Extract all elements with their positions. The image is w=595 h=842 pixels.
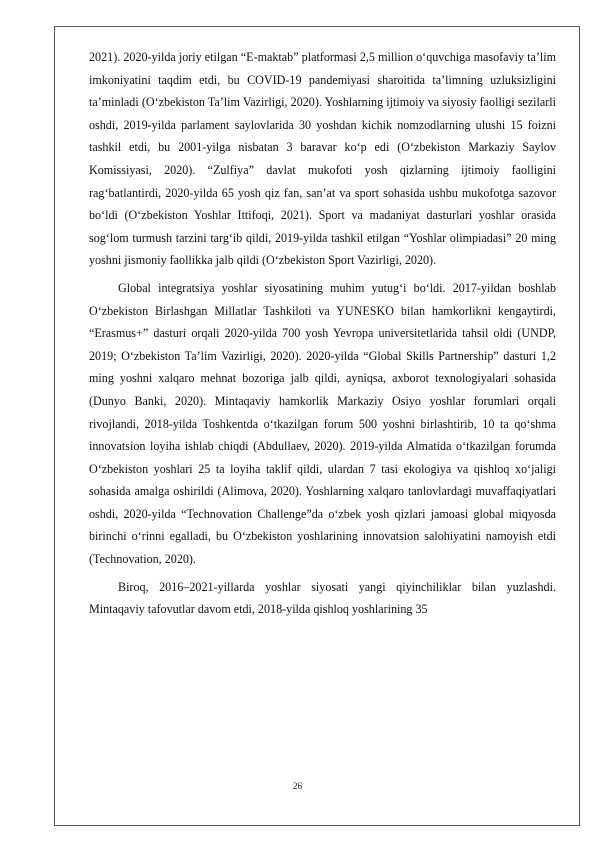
paragraph-global-integration: Global integratsiya yoshlar siyosatining muhim yutug‘i bo‘ldi. 2017-yildan boshlab O‘zbekiston Birlashgan Millatlar Tashkiloti va YUNESKO bilan hamkorlikni kengaytirdi, “Erasmus+” dasturi orqali 2020-yilda 700 yosh Yevropa universitetlarida tahsil oldi (UNDP, 2019; O‘zbekiston Ta’lim Vazirligi, 2020). 2020-yilda “Global Skills Partnership” dasturi 1,2 ming yoshni xalqaro mehnat bozoriga jalb qildi, ayniqsa, axborot texnologiyalari sohasida (Dunyo Banki, 2020). Mintaqaviy hamkorlik Markaziy Osiyo yoshlar forumlari orqali rivojlandi, 2018-yilda Toshkentda o‘tkazilgan forum 500 yoshni birlashtirib, 10 ta qo‘shma innovatsion loyiha ishlab chiqdi (Abdullaev, 2020). 2019-yilda Almatida o‘tkazilgan forumda O‘zbekiston yoshlari 25 ta loyiha taklif qildi, ulardan 7 tasi ekologiya va qishloq xo‘jaligi sohasida amalga oshirildi (Alimova, 2020). Yoshlarning xalqaro tanlovlardagi muvaffaqiyatlari oshdi, 2020-yilda “Technovation Challenge”da o‘zbek yosh qizlari jamoasi global miqyosda birinchi o‘rinni egalladi, bu O‘zbekiston yoshlarining innovatsion salohiyatini namoyish etdi (Technovation, 2020). <box>89 280 556 567</box>
paragraph-challenges: Biroq, 2016–2021-yillarda yoshlar siyosati yangi qiyinchiliklar bilan yuzlashdi. Mintaqaviy tafovutlar davom etdi, 2018-yilda qishloq yoshlarining 35 <box>89 579 556 617</box>
document-body <box>89 46 556 626</box>
page-number: 26 <box>293 781 302 791</box>
paragraph-continued: 2021). 2020-yilda joriy etilgan “E-maktab” platformasi 2,5 million o‘quvchiga masofaviy ta’lim imkoniyatini taqdim etdi, bu COVID-19 pandemiyasi sharoitida ta’limning uzluksizligini ta’minladi (O‘zbekiston Ta’lim Vazirligi, 2020). Yoshlarning ijtimoiy va siyosiy faolligi sezilarli oshdi, 2019-yilda parlament saylovlarida 30 yoshdan kichik nomzodlarning ulushi 15 foizni tashkil etdi, bu 2001-yilga nisbatan 3 baravar ko‘p edi (O‘zbekiston Markaziy Saylov Komissiyasi, 2020). “Zulfiya” davlat mukofoti yosh qizlarning ijtimoiy faolligini rag‘batlantirdi, 2020-yilda 65 yosh qiz fan, san’at va sport sohasida ushbu mukofotga sazovor bo‘ldi (O‘zbekiston Yoshlar Ittifoqi, 2021). Sport va madaniyat dasturlari yoshlar orasida sog‘lom turmush tarzini targ‘ib qildi, 2019-yilda tashkil etilgan “Yoshlar olimpiadasi” 20 ming yoshni jismoniy faollikka jalb qildi (O‘zbekiston Sport Vazirligi, 2020). <box>89 50 556 268</box>
